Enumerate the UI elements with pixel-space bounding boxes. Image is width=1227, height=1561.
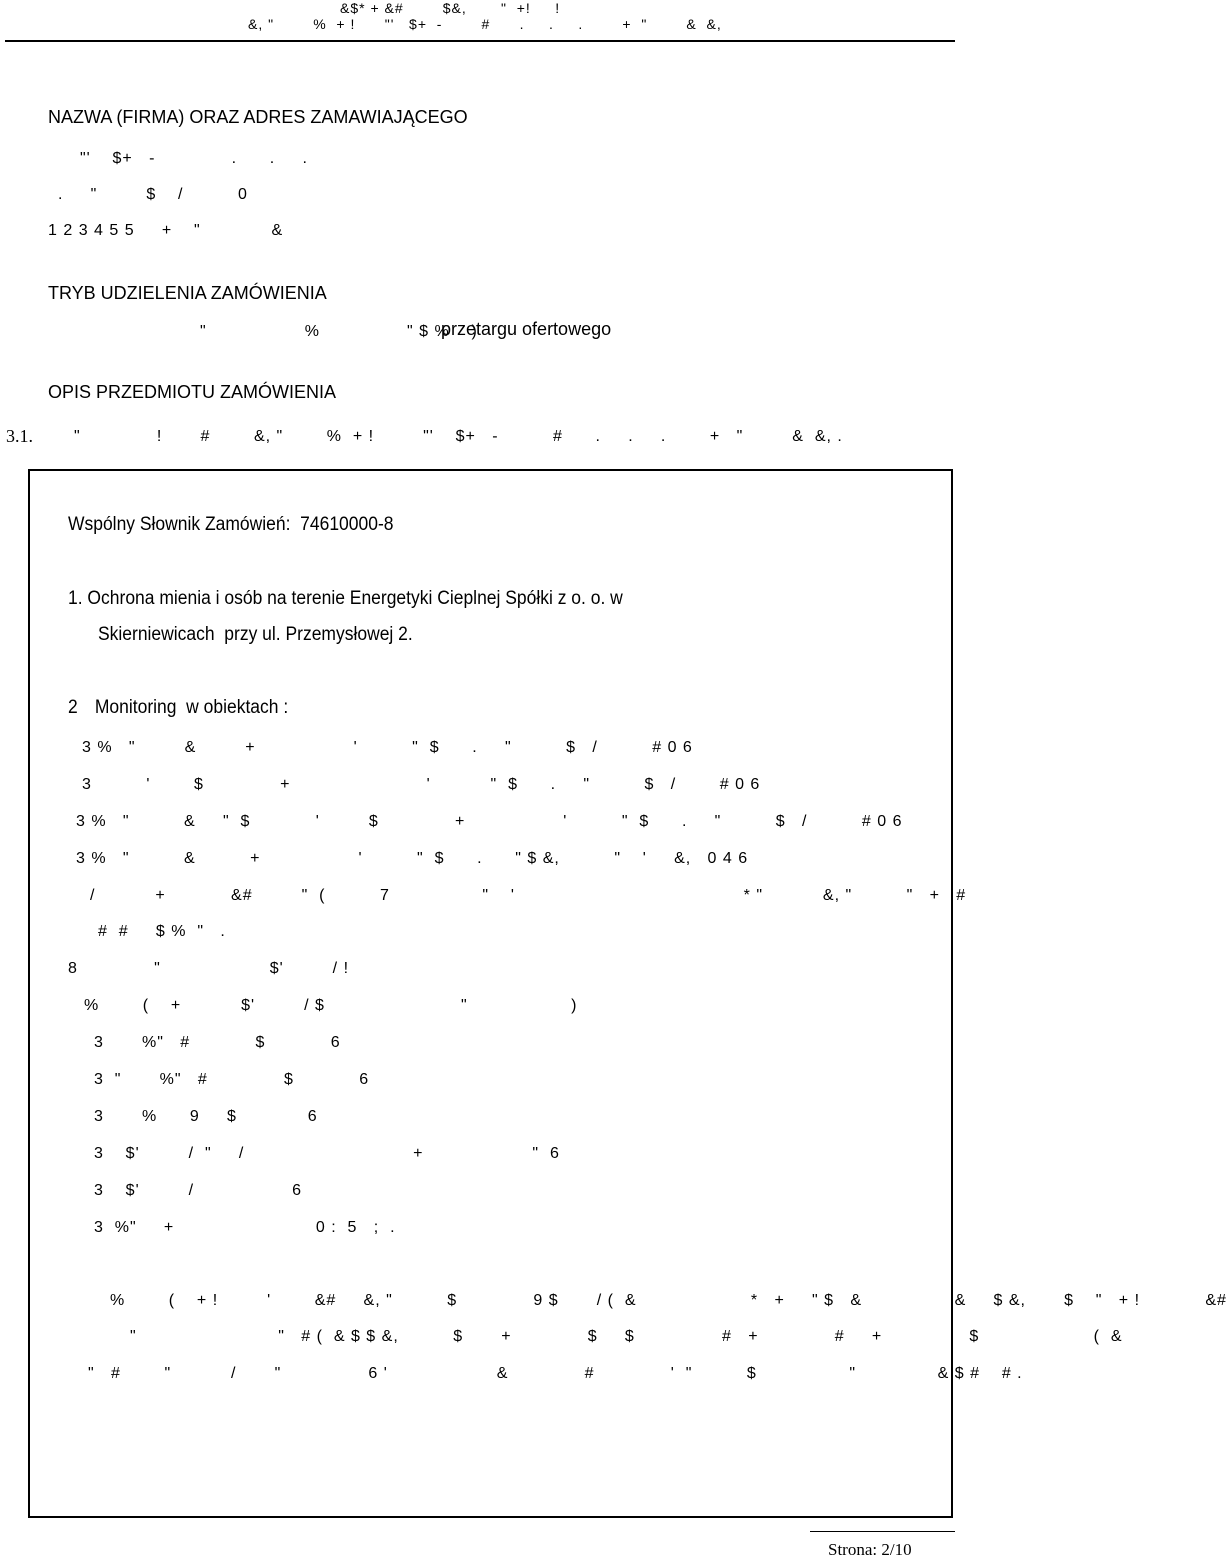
box-line: 3 %" # $ 6 [94,1034,341,1051]
box-line: 3 $' / 6 [94,1182,302,1199]
box-line: 3 $' / " / + " 6 [94,1145,560,1162]
mode-line-garbled: " % " $ % ) [200,323,478,340]
page-number: Strona: 2/10 [828,1540,912,1559]
name-line-3: 1 2 3 4 5 5 + " & [48,222,284,239]
box-paragraph-line: " # " / " 6 ' & # ' " $ " & $ # # . [88,1365,1023,1382]
box-line: % ( + $' / $ " ) [84,997,578,1014]
section-heading-mode: TRYB UDZIELENIA ZAMÓWIENIA [48,283,327,303]
section-heading-name: NAZWA (FIRMA) ORAZ ADRES ZAMAWIAJĄCEGO [48,107,468,127]
cpv-code: Wspólny Słownik Zamówień: 74610000-8 [68,514,394,535]
item-1-line-2: Skierniewicach przy ul. Przemysłowej 2. [98,624,413,645]
box-line: 3 % " & + ' " $ . " $ / # 0 6 [82,739,693,756]
box-line: 8 " $' / ! [68,960,350,977]
mode-line-text: przetargu ofertowego [441,319,612,339]
box-line: / + &# " ( 7 " ' * " &, " " + # [90,887,967,904]
box-paragraph-line: " " # ( & $ $ &, $ + $ $ # + # + $ ( & [130,1328,1123,1345]
box-line: 3 ' $ + ' " $ . " $ / # 0 6 [82,776,761,793]
box-line: 3 % " & + ' " $ . " $ &, " ' &, 0 4 6 [76,850,749,867]
box-line: 3 % " & " $ ' $ + ' " $ . " $ / # 0 6 [76,813,903,830]
item-2-number: 2 [68,697,78,718]
box-line: 3 " %" # $ 6 [94,1071,370,1088]
item-2-title: Monitoring w obiektach : [90,697,289,718]
section-heading-subject: OPIS PRZEDMIOTU ZAMÓWIENIA [48,382,337,402]
header-line-1: &$* + &# $&, " +! ! [340,0,561,16]
footer-rule [810,1531,955,1532]
box-paragraph-line: % ( + ! ' &# &, " $ 9 $ / ( & * + " $ & & $ &, $ " + ! &# [110,1292,1227,1309]
header-rule [5,40,955,42]
subject-line-garbled: " ! # &, " % + ! "' $+ - # . . . + " & &, . [74,428,843,445]
name-line-2: . " $ / 0 [58,186,248,203]
header-line-2: &, " % + ! "' $+ - # . . . + " & &, [248,16,722,32]
subject-number: 3.1. [6,426,33,446]
box-line: 3 % 9 $ 6 [94,1108,318,1125]
box-line: 3 %" + 0 : 5 ; . [94,1219,396,1236]
item-1-line-1: 1. Ochrona mienia i osób na terenie Energetyki Cieplnej Spółki z o. o. w [68,588,623,609]
name-line-1: "' $+ - . . . [80,150,308,167]
box-line: # # $ % " . [98,923,226,940]
